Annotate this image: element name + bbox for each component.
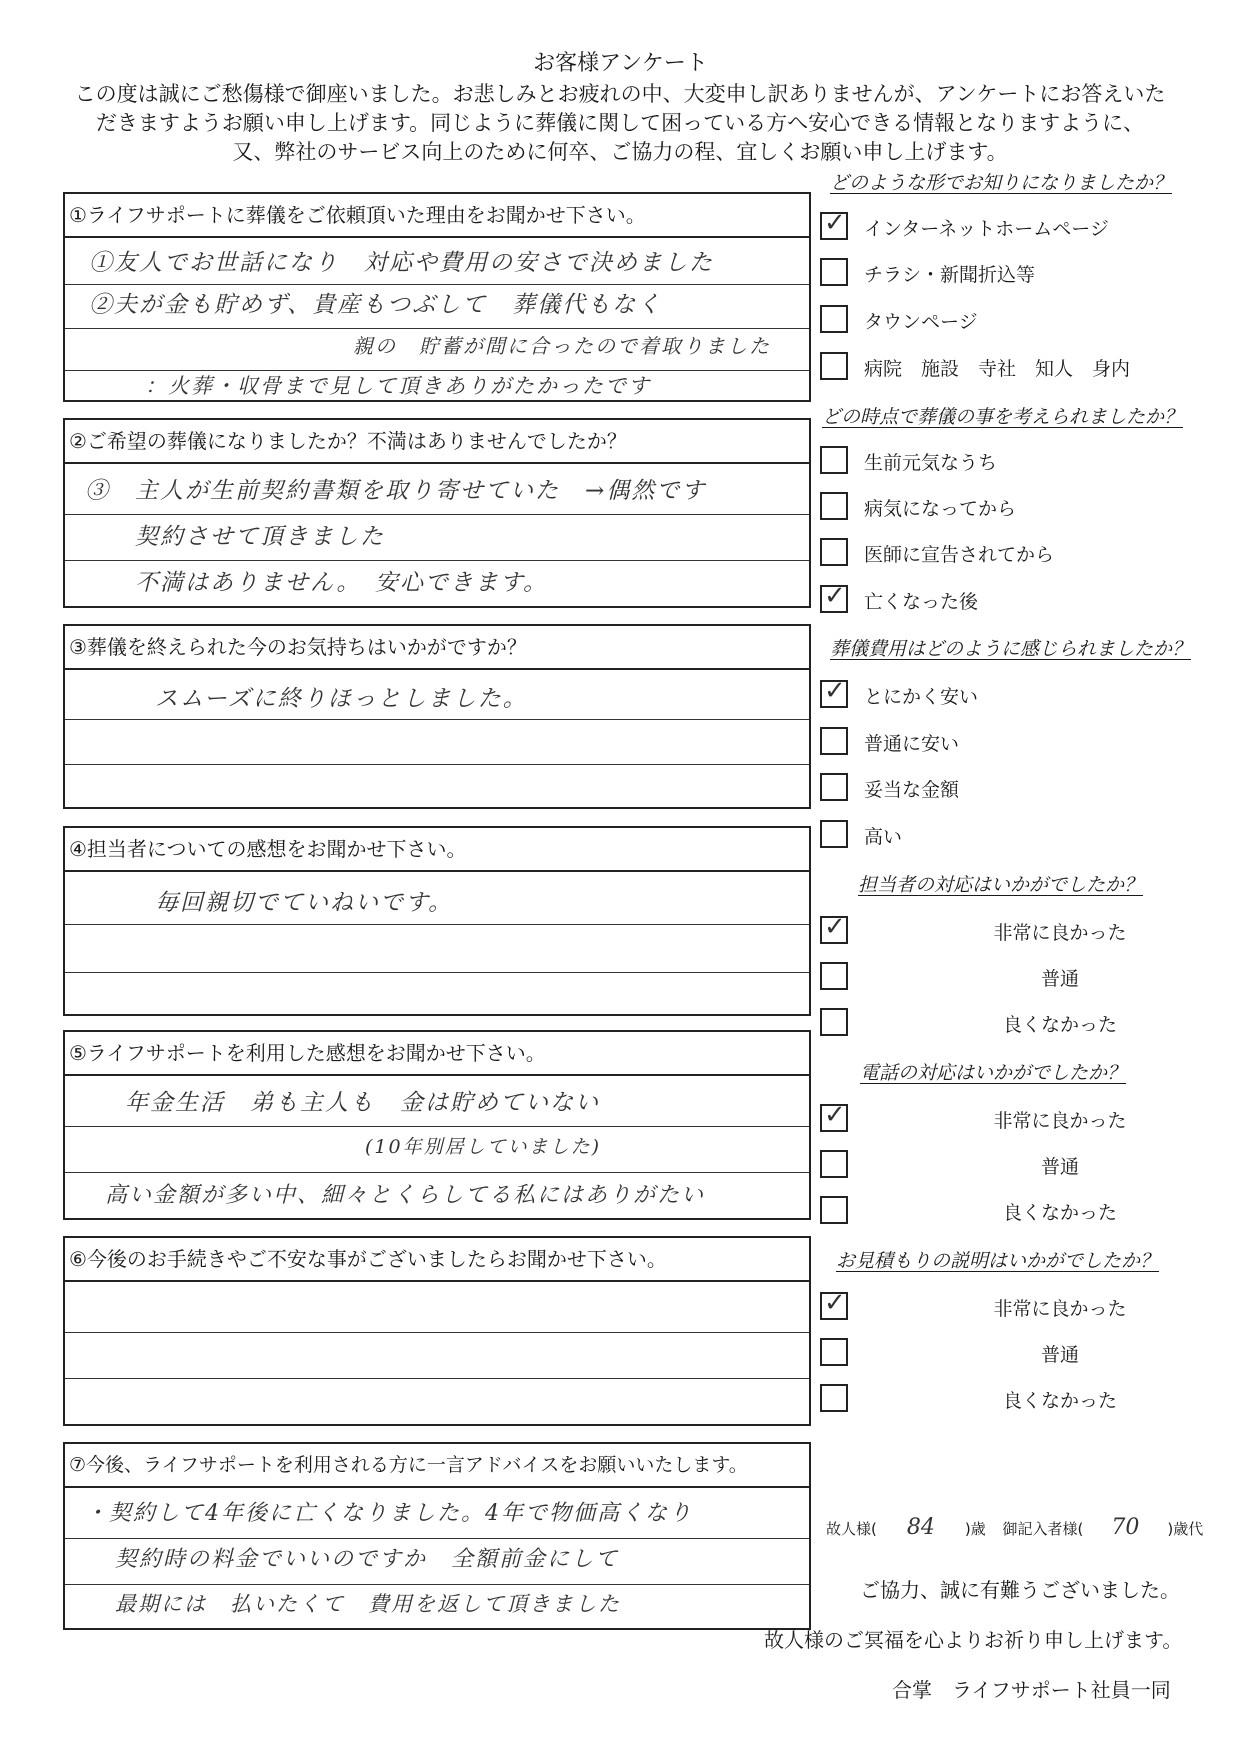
option-label: 非常に良かった — [993, 1298, 1127, 1320]
option-label: 生前元気なうち — [864, 452, 998, 474]
writer-age-label: 御記入者様( — [1002, 1520, 1084, 1538]
intro-line: 又、弊社のサービス向上のために何卒、ご協力の程、宜しくお願い申し上げます。 — [232, 140, 1008, 164]
question-7-box — [63, 1442, 811, 1630]
checkbox[interactable] — [820, 912, 848, 944]
question-2-box — [63, 418, 811, 608]
check-mark-icon: ✓ — [824, 1100, 846, 1130]
sidebar-heading-staff: 担当者の対応はいかがでしたか？ — [858, 874, 1144, 896]
question-1-box — [63, 192, 811, 402]
checkbox[interactable] — [820, 1196, 848, 1224]
option-label: 良くなかった — [1002, 1014, 1117, 1036]
option-label: 普通に安い — [864, 733, 960, 755]
checkbox[interactable] — [820, 820, 848, 848]
question-3-box — [63, 624, 811, 809]
answer-2-line-3[interactable]: 不満はありません。 安心できます。 — [135, 570, 549, 596]
option-label: 普通 — [1040, 1156, 1079, 1178]
intro-line: だきますようお願い申し上げます。同じように葬儀に関して困っている方へ安心できる情報となりますように、 — [95, 111, 1145, 135]
deceased-age-value[interactable]: 84 — [906, 1515, 935, 1540]
option-label: 医師に宣告されてから — [864, 544, 1055, 566]
answer-1-line-3[interactable]: 親の 貯蓄が間に合ったので着取りました — [89, 334, 771, 358]
sidebar-heading-timing: どの時点で葬儀の事を考えられましたか？ — [822, 406, 1184, 428]
check-mark-icon: ✓ — [824, 912, 846, 942]
sidebar-heading-source: どのような形でお知りになりましたか？ — [830, 172, 1173, 194]
prayer-text: 故人様のご冥福を心よりお祈り申し上げます。 — [764, 1628, 1183, 1652]
question-4-label: ④担当者についての感想をお聞かせ下さい。 — [65, 828, 809, 872]
sidebar-heading-phone: 電話の対応はいかがでしたか？ — [860, 1062, 1127, 1084]
checkbox[interactable] — [820, 1288, 848, 1320]
writer-age-value[interactable]: 70 — [1111, 1515, 1140, 1540]
answer-4-line-1[interactable]: 毎回親切でていねいです。 — [155, 890, 454, 916]
option-label: 病院 施設 寺社 知人 身内 — [864, 358, 1131, 380]
option-label: チラシ・新聞折込等 — [864, 264, 1036, 286]
writer-age-unit: )歳代 — [1167, 1520, 1204, 1538]
option-label: 非常に良かった — [993, 1110, 1127, 1132]
question-7-label: ⑦今後、ライフサポートを利用される方に一言アドバイスをお願いいたします。 — [65, 1444, 809, 1488]
option-label: 普通 — [1040, 1344, 1079, 1366]
option-label: 良くなかった — [1002, 1390, 1117, 1412]
checkbox[interactable] — [820, 581, 848, 613]
checkbox[interactable] — [820, 773, 848, 801]
survey-title: お客様アンケート — [533, 51, 708, 76]
answer-3-line-1[interactable]: スムーズに終りほっとしました。 — [155, 686, 528, 712]
checkbox[interactable] — [820, 538, 848, 566]
question-3-label: ③葬儀を終えられた今のお気持ちはいかがですか？ — [65, 626, 809, 670]
answer-7-line-2[interactable]: 契約時の料金でいいのですか 全額前金にして — [115, 1547, 620, 1572]
answer-5-line-3[interactable]: 高い金額が多い中、細々とくらしてる私にはありがたい — [105, 1183, 706, 1208]
deceased-age-unit: )歳 — [964, 1520, 986, 1538]
checkbox[interactable] — [820, 352, 848, 380]
option-label: 妥当な金額 — [864, 779, 960, 801]
checkbox[interactable] — [820, 492, 848, 520]
answer-2-line-2[interactable]: 契約させて頂きました — [135, 524, 385, 550]
option-label: インターネットホームページ — [864, 218, 1109, 240]
check-mark-icon: ✓ — [824, 581, 846, 611]
answer-1-line-4[interactable]: ：火葬・収骨まで見して頂きありがたかったです — [145, 374, 651, 398]
option-label: タウンページ — [864, 311, 978, 333]
question-2-label: ②ご希望の葬儀になりましたか？不満はありませんでしたか？ — [65, 420, 809, 464]
checkbox[interactable] — [820, 727, 848, 755]
option-label: 普通 — [1040, 968, 1079, 990]
checkbox[interactable] — [820, 258, 848, 286]
checkbox[interactable] — [820, 305, 848, 333]
option-label: とにかく安い — [864, 686, 979, 708]
age-row — [826, 1515, 1203, 1540]
option-label: 病気になってから — [864, 498, 1017, 520]
signature-text: 合掌 ライフサポート社員一同 — [892, 1678, 1171, 1702]
answer-7-line-3[interactable]: 最期には 払いたくて 費用を返して頂きました — [115, 1592, 621, 1616]
answer-1-line-1[interactable]: ①友人でお世話になり 対応や費用の安さで決めました — [89, 250, 714, 276]
option-label: 良くなかった — [1002, 1202, 1117, 1224]
question-5-label: ⑤ライフサポートを利用した感想をお聞かせ下さい。 — [65, 1032, 809, 1076]
question-5-box — [63, 1030, 811, 1220]
option-label: 亡くなった後 — [864, 591, 979, 613]
checkbox[interactable] — [820, 1100, 848, 1132]
answer-5-line-1[interactable]: 年金生活 弟も主人も 金は貯めていない — [125, 1090, 600, 1116]
question-1-label: ①ライフサポートに葬儀をご依頼頂いた理由をお聞かせ下さい。 — [65, 194, 809, 238]
question-6-box — [63, 1236, 811, 1426]
check-mark-icon: ✓ — [824, 1288, 846, 1318]
checkbox[interactable] — [820, 676, 848, 708]
option-label: 高い — [864, 826, 903, 848]
answer-7-line-1[interactable]: ・契約して4年後に亡くなりました。4年で物価高くなり — [85, 1501, 693, 1526]
checkbox[interactable] — [820, 962, 848, 990]
question-6-label: ⑥今後のお手続きやご不安な事がございましたらお聞かせ下さい。 — [65, 1238, 809, 1282]
checkbox[interactable] — [820, 1338, 848, 1366]
answer-5-line-2[interactable]: (10年別居していました) — [365, 1136, 602, 1158]
sidebar-heading-estimate: お見積もりの説明はいかがでしたか？ — [836, 1250, 1160, 1272]
answer-2-line-1[interactable]: ③ 主人が生前契約書類を取り寄せていた →偶然です — [85, 478, 707, 504]
checkbox[interactable] — [820, 1008, 848, 1036]
sidebar-heading-cost: 葬儀費用はどのように感じられましたか？ — [830, 638, 1192, 660]
question-4-box — [63, 826, 811, 1016]
checkbox[interactable] — [820, 1384, 848, 1412]
answer-1-line-2[interactable]: ②夫が金も貯めず、貴産もつぶして 葬儀代もなく — [89, 292, 663, 318]
checkbox[interactable] — [820, 208, 848, 240]
check-mark-icon: ✓ — [824, 208, 846, 238]
thanks-text: ご協力、誠に有難うございました。 — [860, 1578, 1180, 1602]
checkbox[interactable] — [820, 1150, 848, 1178]
intro-text — [60, 80, 1180, 167]
deceased-age-label: 故人様( — [826, 1520, 877, 1538]
check-mark-icon: ✓ — [824, 676, 846, 706]
checkbox[interactable] — [820, 446, 848, 474]
option-label: 非常に良かった — [993, 922, 1127, 944]
intro-line: この度は誠にご愁傷様で御座いました。お悲しみとお疲れの中、大変申し訳ありませんが、アンケートにお答えいた — [74, 82, 1166, 106]
